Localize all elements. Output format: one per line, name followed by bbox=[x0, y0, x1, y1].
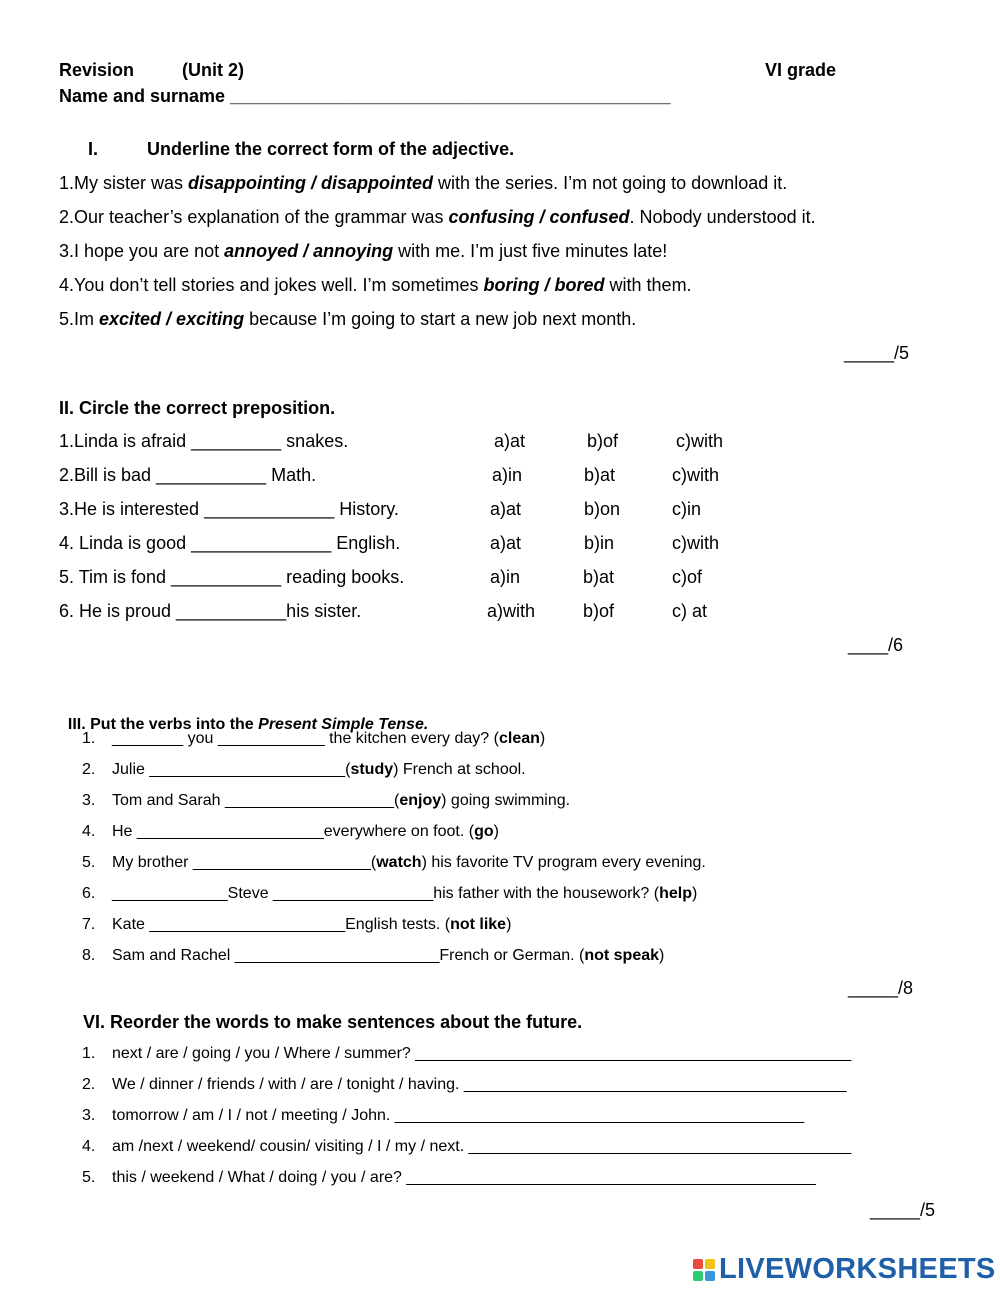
preposition-sentence: 5. Tim is fond ___________ reading books. bbox=[59, 567, 405, 587]
item-number: 4. bbox=[82, 1138, 96, 1155]
item-number: 8. bbox=[82, 947, 96, 964]
sentence-text: Julie ______________________( bbox=[112, 761, 351, 778]
option-b[interactable]: b)in bbox=[584, 533, 615, 553]
section-2-title: II. Circle the correct preposition. bbox=[59, 398, 336, 418]
option-c[interactable]: c)with bbox=[672, 465, 720, 485]
sentence-text: with the series. I’m not going to download it. bbox=[433, 173, 788, 193]
adjective-options[interactable]: excited / exciting bbox=[99, 309, 245, 329]
sentence-text: Sam and Rachel _______________________French or German. ( bbox=[112, 947, 585, 964]
logo-block bbox=[705, 1259, 715, 1269]
option-c[interactable]: c) at bbox=[672, 601, 708, 621]
option-a[interactable]: a)at bbox=[490, 499, 522, 519]
item-number: 5. bbox=[82, 854, 96, 871]
preposition-sentence: 4. Linda is good ______________ English. bbox=[59, 533, 401, 553]
sentence-text: 4.You don’t tell stories and jokes well. I’m sometimes bbox=[59, 275, 484, 295]
adjective-options[interactable]: boring / bored bbox=[483, 275, 605, 295]
sentence-text: ) French at school. bbox=[393, 761, 526, 778]
reorder-sentence[interactable]: next / are / going / you / Where / summer? _________________________________________________ bbox=[112, 1045, 852, 1062]
option-c[interactable]: c)with bbox=[672, 533, 720, 553]
section-3-title-tense: Present Simple Tense. bbox=[258, 716, 429, 733]
verb-hint: go bbox=[474, 823, 494, 840]
option-a[interactable]: a)at bbox=[494, 431, 526, 451]
verb-hint: watch bbox=[376, 854, 422, 871]
sentence-text: because I’m going to start a new job next month. bbox=[244, 309, 637, 329]
option-c[interactable]: c)with bbox=[676, 431, 724, 451]
item-number: 1. bbox=[82, 730, 96, 747]
name-surname-line[interactable]: Name and surname ____________________________________________ bbox=[59, 86, 671, 106]
option-b[interactable]: b)of bbox=[587, 431, 619, 451]
logo-block bbox=[693, 1271, 703, 1281]
verb-sentence bbox=[112, 730, 545, 748]
grade-label: VI grade bbox=[765, 60, 837, 80]
adjective-options[interactable]: disappointing / disappointed bbox=[188, 173, 434, 193]
reorder-sentence[interactable]: this / weekend / What / doing / you / are? ______________________________________________ bbox=[112, 1169, 816, 1186]
option-a[interactable]: a)at bbox=[490, 533, 522, 553]
verb-hint: not like bbox=[450, 916, 507, 933]
logo-text: LIVEWORKSHEETS bbox=[719, 1253, 996, 1285]
verb-sentence bbox=[112, 885, 697, 903]
verb-sentence bbox=[112, 916, 511, 934]
section-4-title: VI. Reorder the words to make sentences about the future. bbox=[83, 1012, 583, 1032]
sentence-text: 2.Our teacher’s explanation of the grammar was bbox=[59, 207, 449, 227]
unit-label: (Unit 2) bbox=[182, 60, 244, 80]
adjective-sentence bbox=[59, 309, 636, 330]
sentence-text: ) going swimming. bbox=[441, 792, 571, 809]
sentence-text: ) bbox=[539, 730, 546, 747]
sentence-text: ) bbox=[692, 885, 698, 902]
option-a[interactable]: a)in bbox=[490, 567, 521, 587]
preposition-sentence: 3.He is interested _____________ History. bbox=[59, 499, 399, 519]
verb-sentence bbox=[112, 854, 706, 872]
sentence-text: . Nobody understood it. bbox=[629, 207, 816, 227]
item-number: 3. bbox=[82, 1107, 96, 1124]
adjective-options[interactable]: confusing / confused bbox=[448, 207, 630, 227]
sentence-text: _____________Steve __________________his father with the housework? ( bbox=[112, 885, 660, 902]
sentence-text: 5.Im bbox=[59, 309, 100, 329]
sentence-text: Tom and Sarah ___________________( bbox=[112, 792, 400, 809]
option-b[interactable]: b)of bbox=[583, 601, 615, 621]
adjective-sentence bbox=[59, 207, 816, 228]
verb-sentence bbox=[112, 761, 526, 779]
logo-block bbox=[693, 1259, 703, 1269]
section-1-score[interactable]: _____/5 bbox=[844, 343, 910, 363]
section-1-number: I. bbox=[88, 139, 99, 159]
option-a[interactable]: a)with bbox=[487, 601, 536, 621]
revision-label: Revision bbox=[59, 60, 135, 80]
sentence-text: My brother ____________________( bbox=[112, 854, 377, 871]
sentence-text: ) bbox=[659, 947, 665, 964]
option-b[interactable]: b)on bbox=[584, 499, 621, 519]
sentence-text: ________ you ____________ the kitchen every day? ( bbox=[112, 730, 499, 747]
verb-sentence bbox=[112, 792, 570, 810]
section-3-title-text: III. Put the verbs into the bbox=[67, 716, 259, 733]
sentence-text: 3.I hope you are not bbox=[59, 241, 225, 261]
section-3-title bbox=[59, 698, 428, 734]
reorder-sentence[interactable]: tomorrow / am / I / not / meeting / John. ______________________________________________ bbox=[112, 1107, 805, 1124]
sentence-text: He _____________________everywhere on foot. ( bbox=[112, 823, 475, 840]
sentence-text: 1.My sister was bbox=[59, 173, 189, 193]
verb-sentence bbox=[112, 823, 499, 841]
verb-sentence bbox=[112, 947, 664, 965]
verb-hint: help bbox=[659, 885, 692, 902]
adjective-sentence bbox=[59, 173, 787, 194]
preposition-sentence: 6. He is proud ___________his sister. bbox=[59, 601, 362, 621]
sentence-text: Kate ______________________English tests. ( bbox=[112, 916, 451, 933]
item-number: 2. bbox=[82, 1076, 96, 1093]
item-number: 6. bbox=[82, 885, 96, 902]
adjective-sentence bbox=[59, 241, 667, 262]
item-number: 2. bbox=[82, 761, 96, 778]
preposition-sentence: 2.Bill is bad ___________ Math. bbox=[59, 465, 317, 485]
item-number: 4. bbox=[82, 823, 96, 840]
item-number: 5. bbox=[82, 1169, 96, 1186]
verb-hint: clean bbox=[498, 730, 540, 747]
verb-hint: study bbox=[350, 761, 394, 778]
section-2-score[interactable]: ____/6 bbox=[848, 635, 904, 655]
option-c[interactable]: c)in bbox=[672, 499, 702, 519]
adjective-sentence bbox=[59, 275, 692, 296]
reorder-sentence[interactable]: am /next / weekend/ cousin/ visiting / I / my / next. ___________________________________________ bbox=[112, 1138, 852, 1155]
section-3-score[interactable]: _____/8 bbox=[848, 978, 914, 998]
option-b[interactable]: b)at bbox=[583, 567, 615, 587]
logo-block bbox=[705, 1271, 715, 1281]
adjective-options[interactable]: annoyed / annoying bbox=[224, 241, 394, 261]
verb-hint: enjoy bbox=[399, 792, 442, 809]
sentence-text: with me. I’m just five minutes late! bbox=[393, 241, 668, 261]
option-b[interactable]: b)at bbox=[584, 465, 616, 485]
item-number: 7. bbox=[82, 916, 96, 933]
verb-hint: not speak bbox=[584, 947, 660, 964]
sentence-text: ) bbox=[493, 823, 499, 840]
sentence-text: with them. bbox=[604, 275, 692, 295]
preposition-sentence: 1.Linda is afraid _________ snakes. bbox=[59, 431, 349, 451]
section-1-title: Underline the correct form of the adjective. bbox=[147, 139, 515, 159]
logo-icon bbox=[693, 1259, 715, 1281]
section-4-score[interactable]: _____/5 bbox=[870, 1200, 936, 1220]
sentence-text: ) bbox=[506, 916, 512, 933]
item-number: 3. bbox=[82, 792, 96, 809]
liveworksheets-logo bbox=[693, 1253, 996, 1286]
option-c[interactable]: c)of bbox=[672, 567, 703, 587]
sentence-text: ) his favorite TV program every evening. bbox=[421, 854, 706, 871]
option-a[interactable]: a)in bbox=[492, 465, 523, 485]
reorder-sentence[interactable]: We / dinner / friends / with / are / tonight / having. ___________________________________________ bbox=[112, 1076, 847, 1093]
item-number: 1. bbox=[82, 1045, 96, 1062]
